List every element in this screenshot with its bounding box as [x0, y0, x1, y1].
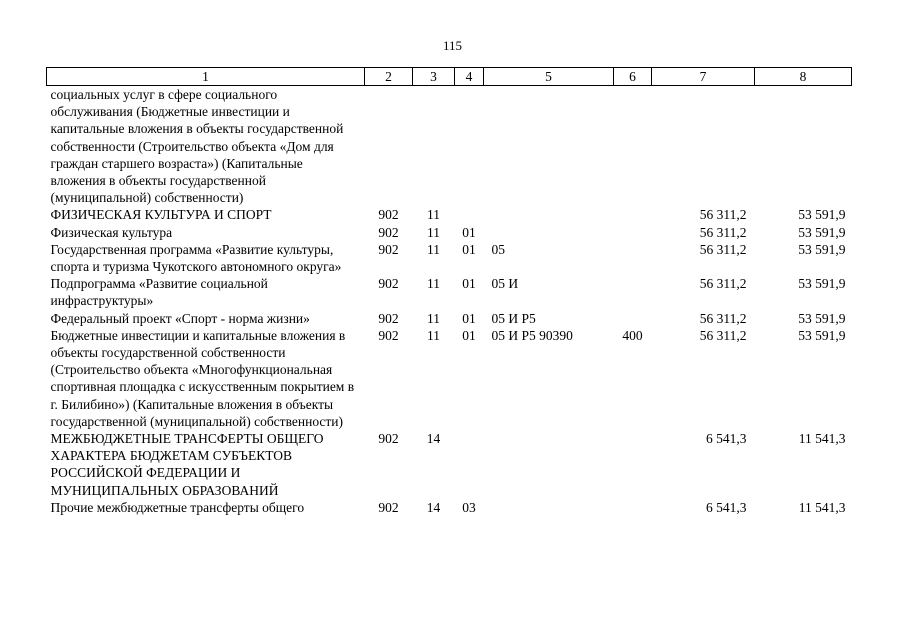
cell-target-article: 05 [491, 241, 505, 257]
row-name: ФИЗИЧЕСКАЯ КУЛЬТУРА И СПОРТ [50, 207, 272, 223]
cell-subsection [455, 86, 484, 207]
row-name: Прочие межбюджетные трансферты общего [50, 499, 305, 515]
cell-ministry [365, 86, 413, 207]
cell-amount-2: 11 541,3 [798, 499, 846, 515]
column-header: 6 [614, 68, 652, 86]
cell-subsection: 01 [462, 276, 476, 292]
cell-subsection: 01 [462, 327, 476, 343]
cell-section: 11 [427, 224, 440, 240]
cell-section [413, 86, 455, 207]
cell-amount-1: 56 311,2 [699, 327, 747, 343]
cell-subsection [455, 430, 484, 499]
cell-ministry: 902 [378, 224, 399, 240]
row-name: социальных услуг в сфере социального обслуживания (Бюджетные инвестиции и капитальные вложения в объекты государственной собственности (Строительство объекта «Дом для граждан старшего возраста») (Капитальные вложения в объекты государственной (муниципальной) собственности) [50, 87, 344, 206]
cell-amount-2: 53 591,9 [798, 276, 846, 292]
cell-expense-type [614, 275, 652, 309]
cell-subsection: 03 [462, 499, 476, 515]
cell-amount-2: 53 591,9 [798, 241, 846, 257]
column-header: 5 [484, 68, 614, 86]
table-row [47, 499, 852, 516]
cell-expense-type [614, 499, 652, 516]
table-row [47, 430, 852, 499]
row-name: Федеральный проект «Спорт - норма жизни» [50, 310, 310, 326]
cell-amount-2 [755, 86, 852, 207]
column-header-row [47, 68, 852, 86]
cell-amount-2: 53 591,9 [798, 224, 846, 240]
cell-expense-type [614, 241, 652, 275]
cell-amount-1: 6 541,3 [706, 499, 747, 515]
cell-amount-2: 53 591,9 [798, 310, 846, 326]
cell-section: 11 [427, 207, 440, 223]
row-name: Подпрограмма «Развитие социальной инфраструктуры» [50, 276, 268, 309]
cell-ministry: 902 [378, 499, 399, 515]
cell-section: 14 [426, 431, 441, 447]
cell-expense-type: 400 [622, 327, 643, 343]
cell-expense-type [614, 86, 652, 207]
budget-table [46, 67, 852, 516]
cell-expense-type [614, 310, 652, 327]
cell-amount-1: 56 311,2 [699, 276, 747, 292]
table-row [47, 275, 852, 309]
cell-subsection [455, 206, 484, 223]
cell-ministry: 902 [378, 241, 399, 257]
row-name: Государственная программа «Развитие культуры, спорта и туризма Чукотского автономного округа» [50, 241, 342, 275]
cell-target-article [484, 499, 614, 516]
column-header: 7 [652, 68, 755, 86]
cell-amount-1: 56 311,2 [699, 207, 747, 223]
cell-amount-2: 53 591,9 [798, 207, 846, 223]
table-row [47, 224, 852, 241]
cell-target-article: 05 И [491, 276, 519, 292]
row-name: МЕЖБЮДЖЕТНЫЕ ТРАНСФЕРТЫ ОБЩЕГО ХАРАКТЕРА БЮДЖЕТАМ СУБЪЕКТОВ РОССИЙСКОЙ ФЕДЕРАЦИИ И МУНИЦИПАЛЬНЫХ ОБРАЗОВАНИЙ [50, 431, 324, 498]
cell-ministry: 902 [378, 276, 399, 292]
cell-expense-type [614, 206, 652, 223]
column-header: 1 [47, 68, 365, 86]
cell-ministry: 902 [378, 207, 399, 223]
cell-ministry: 902 [378, 310, 399, 326]
cell-target-article [484, 206, 614, 223]
column-header: 8 [755, 68, 852, 86]
table-row [47, 241, 852, 275]
row-name: Физическая культура [50, 224, 173, 240]
cell-amount-1: 6 541,3 [706, 431, 747, 447]
cell-target-article [484, 430, 614, 499]
cell-section: 14 [426, 499, 441, 515]
column-header: 3 [413, 68, 455, 86]
cell-section: 11 [427, 310, 440, 326]
cell-amount-1: 56 311,2 [699, 310, 747, 326]
cell-amount-2: 11 541,3 [798, 431, 846, 447]
cell-target-article [484, 224, 614, 241]
cell-amount-2: 53 591,9 [798, 327, 846, 343]
cell-section: 11 [427, 276, 440, 292]
page-number: 115 [442, 38, 463, 53]
cell-section: 11 [427, 327, 440, 343]
table-row [47, 327, 852, 430]
table-row [47, 310, 852, 327]
cell-ministry: 902 [378, 327, 399, 343]
cell-expense-type [614, 224, 652, 241]
column-header: 2 [365, 68, 413, 86]
column-header: 4 [455, 68, 484, 86]
cell-ministry: 902 [378, 431, 399, 447]
table-row [47, 206, 852, 223]
row-name: Бюджетные инвестиции и капитальные вложения в объекты государственной собственности (Строительство объекта «Многофункциональная спортивная площадка с искусственным покрытием в г. Билибино») (Капитальные вложения в объекты государственной (муниципальной) собственности) [50, 327, 355, 429]
cell-target-article: 05 И Р5 [491, 310, 536, 326]
cell-expense-type [614, 430, 652, 499]
cell-target-article [484, 86, 614, 207]
cell-target-article: 05 И Р5 90390 [491, 327, 573, 343]
cell-amount-1 [652, 86, 755, 207]
table-row [47, 86, 852, 207]
cell-subsection: 01 [462, 224, 476, 240]
cell-section: 11 [427, 241, 440, 257]
cell-amount-1: 56 311,2 [699, 224, 747, 240]
cell-subsection: 01 [462, 310, 476, 326]
cell-subsection: 01 [462, 241, 476, 257]
cell-amount-1: 56 311,2 [699, 241, 747, 257]
